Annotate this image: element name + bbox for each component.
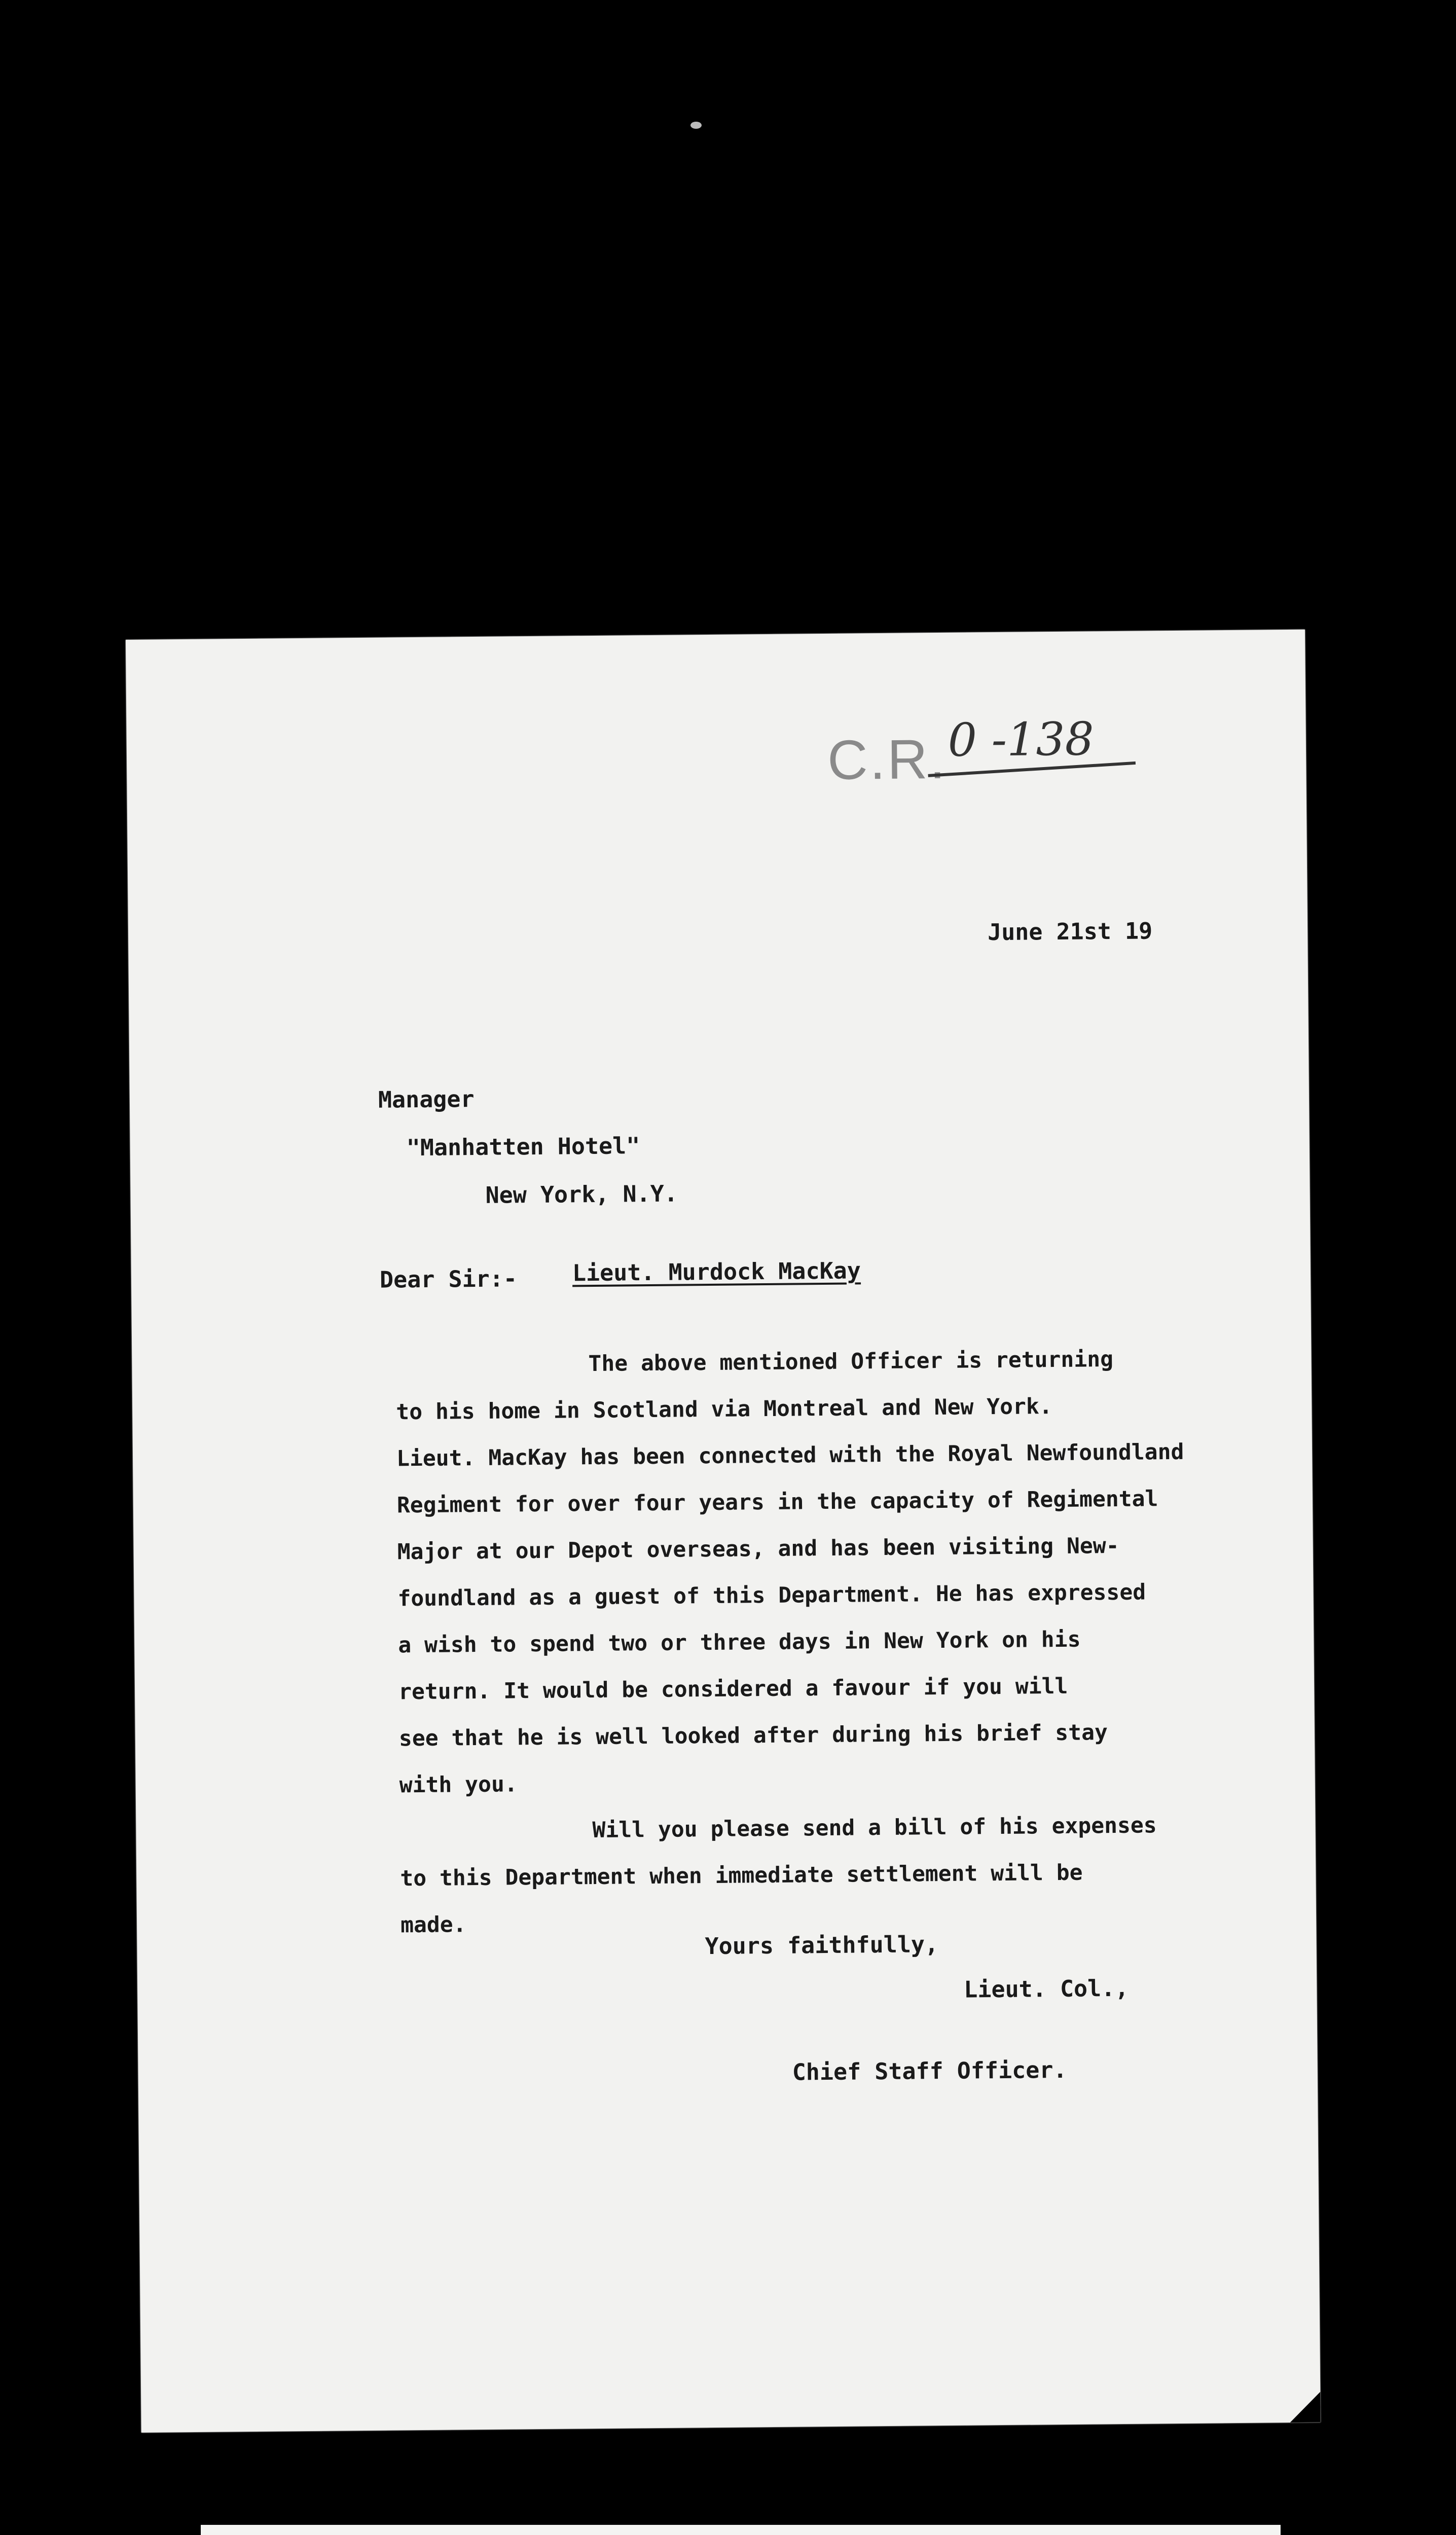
letter-page [126,630,1321,2433]
address-city: New York, N.Y. [485,1180,678,1209]
letter-body [395,1335,1232,1948]
body-line: see that he is well looked after during his brief stay [398,1720,1108,1752]
page-corner-fold [1290,2392,1321,2423]
body-line: with you. [399,1771,518,1798]
file-stamp-prefix: C.R. [827,728,948,791]
subject-line: Lieut. Murdock MacKay [572,1257,861,1287]
body-line: Major at our Depot overseas, and has been visiting New- [397,1533,1119,1565]
archive-label-card [201,2525,1281,2535]
signatory-title: Chief Staff Officer. [792,2056,1067,2086]
address-recipient: Manager [378,1085,475,1113]
signatory-rank: Lieut. Col., [964,1974,1129,2003]
body-line: to this Department when immediate settlement will be [400,1860,1083,1892]
closing: Yours faithfully, [705,1931,939,1960]
body-line: The above mentioned Officer is returning [588,1347,1114,1377]
file-stamp-number: 0 -138 [948,712,1095,767]
body-line: Will you please send a bill of his expenses [592,1813,1157,1843]
address-hotel: "Manhatten Hotel" [406,1132,640,1162]
body-line: made. [400,1912,466,1938]
body-line: Lieut. MacKay has been connected with the Royal Newfoundland [396,1439,1184,1472]
body-line: foundland as a guest of this Department. He has expressed [397,1579,1146,1612]
body-line: a wish to spend two or three days in New York on his [398,1626,1081,1658]
scan-speck [690,122,702,129]
body-line: return. It would be considered a favour if you will [398,1673,1068,1705]
body-line: to his home in Scotland via Montreal and New York. [396,1394,1052,1425]
body-line: Regiment for over four years in the capacity of Regimental [396,1486,1158,1518]
letter-date: June 21st 19 [987,917,1153,946]
salutation: Dear Sir:- [379,1265,518,1293]
